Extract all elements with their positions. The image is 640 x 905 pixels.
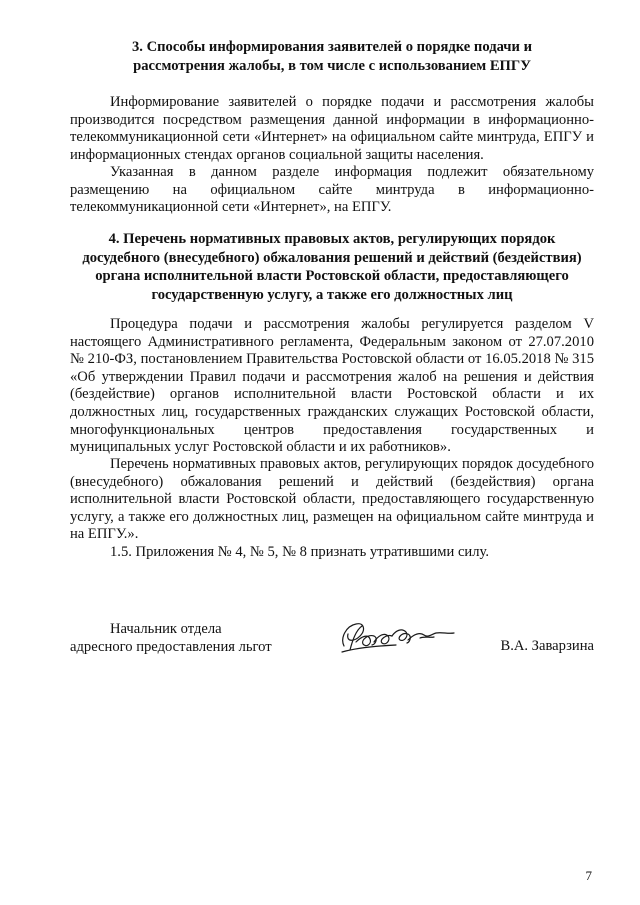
handwritten-signature-icon xyxy=(336,612,461,662)
section-3-paragraph-1: Информирование заявителей о порядке подачи и рассмотрения жалобы производится посредством размещения данной информации в информационно-телекоммуникационной сети «Интернет» на официальном сайте минтруда, ЕПГУ и информационных стендах органов социальной защиты населения. xyxy=(70,94,594,163)
signatory-role xyxy=(70,620,272,656)
section-4-paragraph-2: Перечень нормативных правовых актов, регулирующих порядок досудебного (внесудебного) обжалования решений и действий (бездействия) органа исполнительной власти Ростовской области, предоставляющего государственную услугу, а также его должностных лиц, размещен на официальном сайте минтруда и на ЕПГУ.». xyxy=(70,456,594,543)
section-4-heading-line-2: досудебного (внесудебного) обжалования решений и действий (бездействия) xyxy=(82,249,582,266)
section-3-heading-line-1: 3. Способы информирования заявителей о порядке подачи и xyxy=(131,39,532,55)
signatory-role-line-2: адресного предоставления льгот xyxy=(70,639,272,655)
section-3-heading-line-2: рассмотрения жалобы, в том числе с использованием ЕПГУ xyxy=(133,57,531,74)
page-number: 7 xyxy=(585,868,592,883)
section-4-heading xyxy=(70,230,594,304)
signatory-name: В.А. Заварзина xyxy=(500,638,594,654)
section-4-paragraph-1: Процедура подачи и рассмотрения жалобы регулируется разделом V настоящего Административного регламента, Федеральным законом от 27.07.2010 № 210-ФЗ, постановлением Правительства Ростовской области от 16.05.2018 № 315 «Об утверждении Правил подачи и рассмотрения жалоб на решения и действия (бездействие) органов исполнительной власти Ростовской области и их должностных лиц, государственных гражданских служащих Ростовской области, многофункциональных центров предоставления государственных и муниципальных услуг Ростовской области и их работников». xyxy=(70,316,594,456)
section-4-heading-line-4: государственную услугу, а также его должностных лиц xyxy=(151,286,513,303)
section-3-heading xyxy=(70,38,594,75)
section-4-heading-line-3: органа исполнительной власти Ростовской области, предоставляющего xyxy=(95,268,569,284)
signatory-role-line-1: Начальник отдела xyxy=(110,621,222,637)
section-4-heading-line-1: 4. Перечень нормативных правовых актов, регулирующих порядок xyxy=(108,231,556,247)
section-3-paragraph-2: Указанная в данном разделе информация подлежит обязательному размещению на официальном сайте минтруда в информационно-телекоммуникационной сети «Интернет», на ЕПГУ. xyxy=(70,164,594,216)
item-1-5-paragraph: 1.5. Приложения № 4, № 5, № 8 признать утратившими силу. xyxy=(110,544,489,560)
